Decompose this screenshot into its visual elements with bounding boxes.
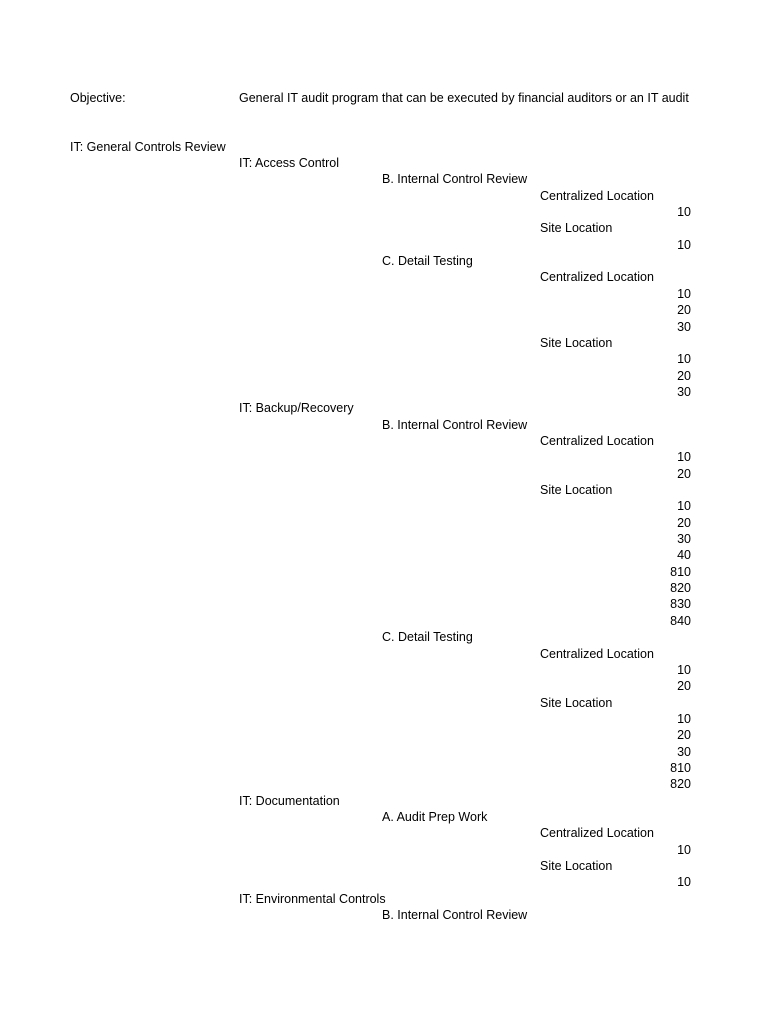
step-number: 10 — [677, 663, 691, 677]
step-number: 830 — [670, 597, 691, 611]
subsection-heading: C. Detail Testing — [382, 630, 473, 644]
step-number: 20 — [677, 369, 691, 383]
subsection-heading: C. Detail Testing — [382, 254, 473, 268]
step-number: 10 — [677, 712, 691, 726]
step-number: 10 — [677, 450, 691, 464]
location-label: Centralized Location — [540, 647, 654, 661]
step-number: 10 — [677, 205, 691, 219]
location-label: Centralized Location — [540, 270, 654, 284]
step-number: 810 — [670, 565, 691, 579]
step-number: 20 — [677, 679, 691, 693]
objective-text: General IT audit program that can be executed by financial auditors or an IT audit — [239, 91, 689, 105]
step-number: 10 — [677, 875, 691, 889]
location-label: Site Location — [540, 696, 613, 710]
subsection-heading: B. Internal Control Review — [382, 908, 528, 922]
objective-label: Objective: — [70, 91, 126, 105]
step-number: 10 — [677, 287, 691, 301]
step-number: 840 — [670, 614, 691, 628]
step-number: 30 — [677, 532, 691, 546]
section-heading: IT: Backup/Recovery — [239, 401, 354, 415]
location-label: Centralized Location — [540, 189, 654, 203]
step-number: 30 — [677, 385, 691, 399]
section-heading: IT: Documentation — [239, 794, 340, 808]
subsection-heading: B. Internal Control Review — [382, 418, 528, 432]
objective-cell — [239, 90, 696, 108]
step-number: 20 — [677, 467, 691, 481]
step-number: 30 — [677, 320, 691, 334]
step-number: 10 — [677, 238, 691, 252]
location-label: Site Location — [540, 483, 613, 497]
step-number: 820 — [670, 581, 691, 595]
step-number: 820 — [670, 777, 691, 791]
step-number: 20 — [677, 303, 691, 317]
location-label: Centralized Location — [540, 434, 654, 448]
step-number: 20 — [677, 516, 691, 530]
subsection-heading: A. Audit Prep Work — [382, 810, 488, 824]
location-label: Site Location — [540, 221, 613, 235]
section-heading: IT: Environmental Controls — [239, 892, 386, 906]
step-number: 10 — [677, 352, 691, 366]
step-number: 20 — [677, 728, 691, 742]
step-number: 10 — [677, 499, 691, 513]
location-label: Site Location — [540, 336, 613, 350]
step-number: 10 — [677, 843, 691, 857]
step-number: 810 — [670, 761, 691, 775]
root-category-label: IT: General Controls Review — [70, 140, 226, 154]
subsection-heading: B. Internal Control Review — [382, 172, 528, 186]
section-heading: IT: Access Control — [239, 156, 340, 170]
location-label: Site Location — [540, 859, 613, 873]
step-number: 30 — [677, 745, 691, 759]
step-number: 40 — [677, 548, 691, 562]
location-label: Centralized Location — [540, 826, 654, 840]
